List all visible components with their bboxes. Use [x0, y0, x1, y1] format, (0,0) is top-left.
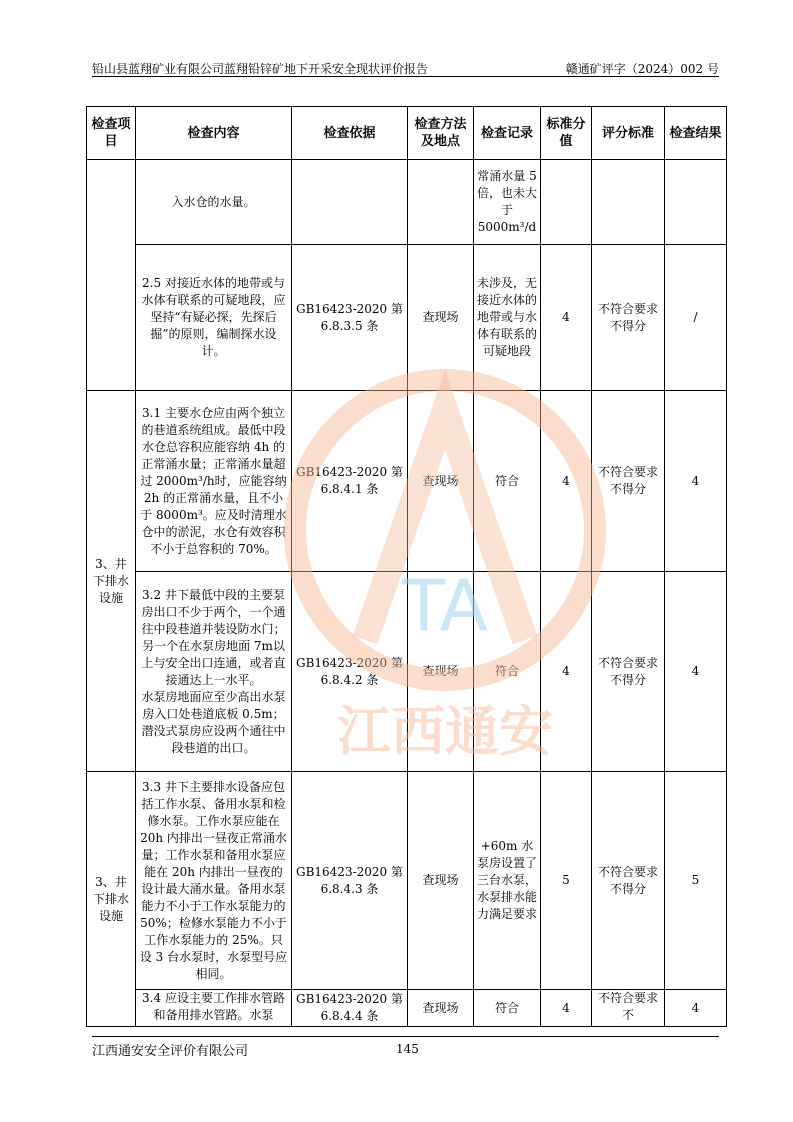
standard-cell	[592, 160, 665, 245]
record-cell: 未涉及，无接近水体的地带或与水体有联系的可疑地段	[474, 245, 541, 391]
record-cell: 符合	[474, 572, 541, 772]
standard-cell	[592, 990, 665, 1027]
method-cell: 查现场	[408, 245, 474, 391]
content-cell: 3.3 井下主要排水设备应包括工作水泵、备用水泵和检修水泵。工作水泵应能在 20h 内排出一昼夜正常涌水量；工作水泵和备用水泵应能在 20h 内排出一昼夜的设计最大涌水量。备用水泵能力不小于工作水泵能力的 50%；检修水泵能力不小于工作水泵能力的 25%。只设 3 台水泵时，水泵型号应相同。	[136, 772, 292, 990]
content-cell: 3.2 井下最低中段的主要泵房出口不少于两个，一个通往中段巷道并装设防水门；另一个在水泵房地面 7m以上与安全出口连通，或者直接通达上一水平。 水泵房地面应至少高出水泵房入口处巷道底板 0.5m；潜没式泵房应设两个通往中段巷道的出口。	[136, 572, 292, 772]
score-cell	[541, 160, 592, 245]
record-cell: 符合	[474, 391, 541, 572]
table-row	[87, 990, 727, 1027]
page-header	[92, 57, 719, 77]
standard-cell: 不符合要求不得分	[592, 772, 665, 990]
table-row	[87, 772, 727, 990]
score-cell: 4	[541, 572, 592, 772]
header-report-title: 铅山县蓝翔矿业有限公司蓝翔铅锌矿地下开采安全现状评价报告	[92, 62, 429, 76]
record-cell: 常涌水量 5 倍，也未大于 5000m³/d	[474, 160, 541, 245]
standard-cell: 不符合要求不得分	[592, 572, 665, 772]
content-cell: 入水仓的水量。	[136, 160, 292, 245]
score-cell: 4	[541, 391, 592, 572]
page-number: 145	[396, 1042, 419, 1056]
basis-cell: GB16423-2020 第 6.8.4.2 条	[292, 572, 408, 772]
method-cell: 查现场	[408, 772, 474, 990]
table-header-row	[87, 107, 727, 160]
standard-cell: 不符合要求不得分	[592, 245, 665, 391]
basis-cell	[292, 160, 408, 245]
result-cell: 4	[665, 391, 727, 572]
col-header-content: 检查内容	[136, 107, 292, 160]
content-cell: 3.1 主要水仓应由两个独立的巷道系统组成。最低中段水仓总容积应能容纳 4h 的正常涌水量；正常涌水量超过 2000m³/h时，应能容纳 2h 的正常涌水量，且不小于 8000m³。应及时清理水仓中的淤泥，水仓有效容积不小于总容积的 70%。	[136, 391, 292, 572]
basis-cell: GB16423-2020 第 6.8.3.5 条	[292, 245, 408, 391]
col-header-standard: 评分标准	[592, 107, 665, 160]
col-header-record: 检查记录	[474, 107, 541, 160]
record-cell: 符合	[474, 990, 541, 1027]
col-header-basis: 检查依据	[292, 107, 408, 160]
watermark-logo-text: TA	[402, 565, 488, 647]
table-row	[87, 160, 727, 245]
content-cell-text: 3.4 应设主要工作排水管路和备用排水管路。水泵	[142, 991, 285, 1022]
result-cell	[665, 160, 727, 245]
item-cell-empty	[87, 160, 136, 391]
basis-cell: GB16423-2020 第 6.8.4.1 条	[292, 391, 408, 572]
method-cell: 查现场	[408, 391, 474, 572]
method-cell: 查现场	[408, 990, 474, 1027]
score-cell: 4	[541, 990, 592, 1027]
standard-cell: 不符合要求不得分	[592, 391, 665, 572]
footer-company-name: 江西通安安全评价有限公司	[92, 1044, 249, 1059]
item-cell: 3、井下排水设施	[87, 772, 136, 1027]
result-cell: 4	[665, 572, 727, 772]
score-cell: 4	[541, 245, 592, 391]
col-header-score: 标准分值	[541, 107, 592, 160]
result-cell: 4	[665, 990, 727, 1027]
footer-divider	[92, 1036, 719, 1037]
header-report-number: 赣通矿评字（2024）002 号	[565, 62, 719, 76]
table-row	[87, 245, 727, 391]
col-header-method: 检查方法及地点	[408, 107, 474, 160]
standard-cell-text: 不符合要求不	[597, 991, 658, 1022]
content-cell	[136, 990, 292, 1027]
basis-cell: GB16423-2020 第 6.8.4.4 条	[292, 990, 408, 1027]
watermark-text: 江西通安	[337, 700, 553, 760]
result-cell: /	[665, 245, 727, 391]
item-cell: 3、井下排水设施	[87, 391, 136, 772]
method-cell: 查现场	[408, 572, 474, 772]
table-row	[87, 391, 727, 572]
content-cell: 2.5 对接近水体的地带或与水体有联系的可疑地段，应坚持“有疑必探，先探后掘”的原则，编制探水设计。	[136, 245, 292, 391]
record-cell: +60m 水泵房设置了三台水泵，水泵排水能力满足要求	[474, 772, 541, 990]
result-cell: 5	[665, 772, 727, 990]
table-row	[87, 572, 727, 772]
score-cell: 5	[541, 772, 592, 990]
basis-cell: GB16423-2020 第 6.8.4.3 条	[292, 772, 408, 990]
header-divider	[92, 76, 719, 77]
method-cell	[408, 160, 474, 245]
col-header-item: 检查项目	[87, 107, 136, 160]
col-header-result: 检查结果	[665, 107, 727, 160]
inspection-table	[86, 106, 727, 1027]
